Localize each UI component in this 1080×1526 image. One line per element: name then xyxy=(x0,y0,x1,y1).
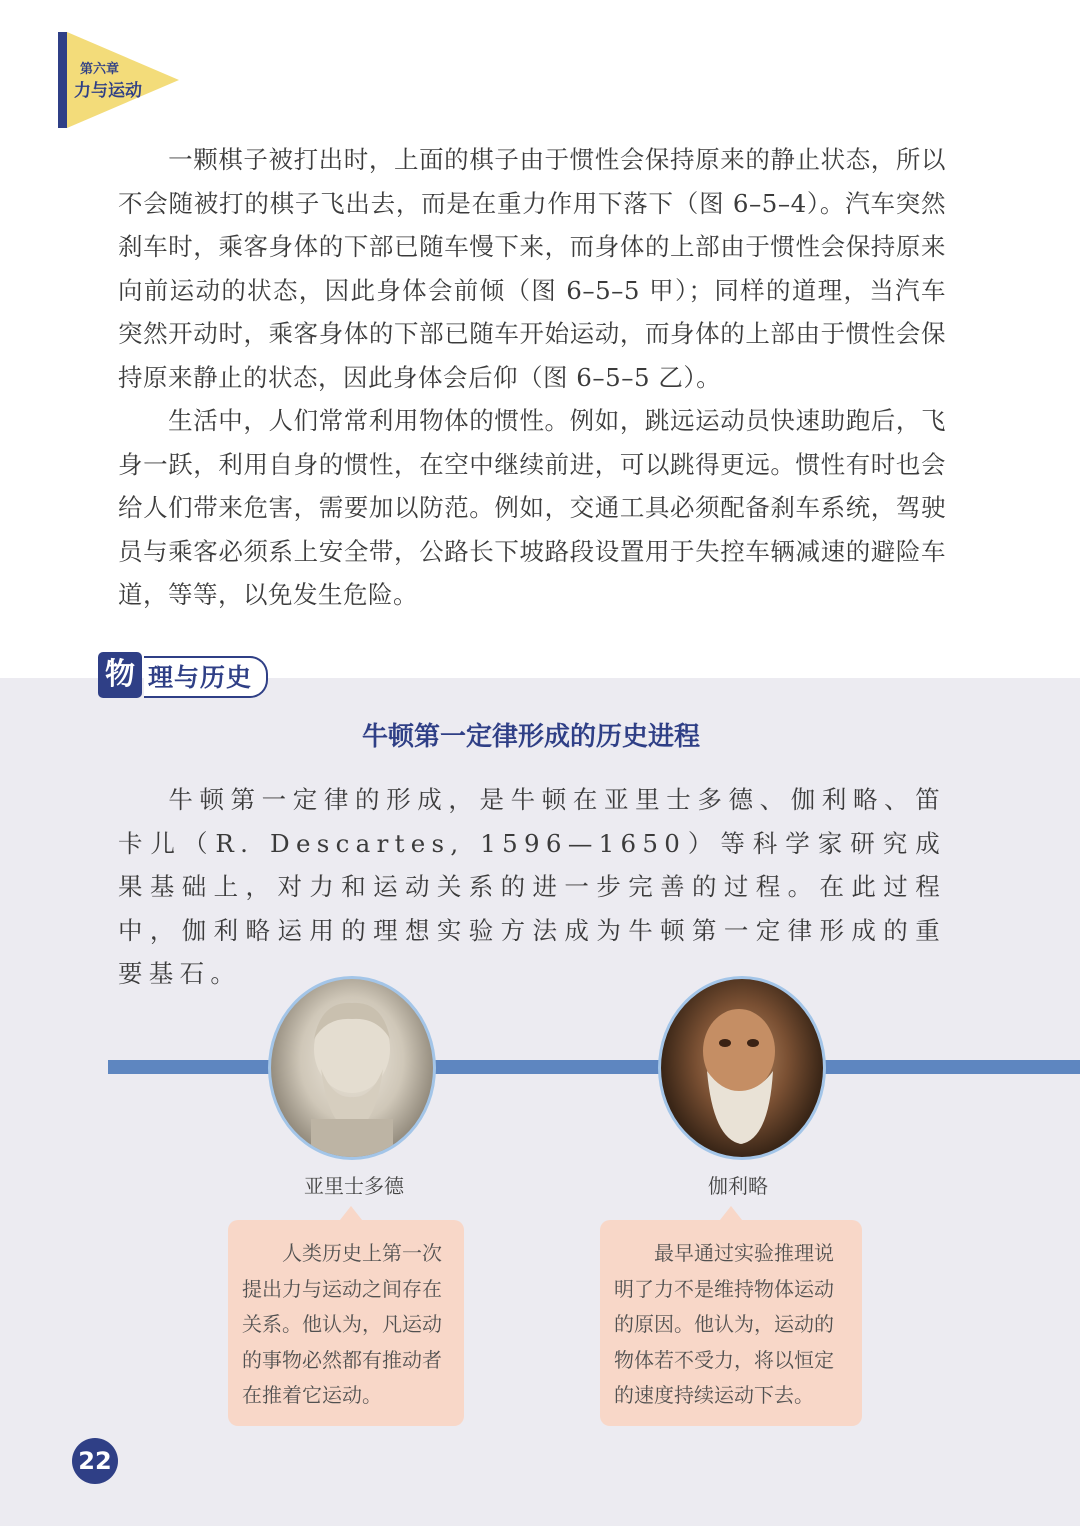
chapter-tab-bar xyxy=(58,32,67,128)
body-paragraph-1-text: 一颗棋子被打出时，上面的棋子由于惯性会保持原来的静止状态，所以不会随被打的棋子飞出去，而是在重力作用下落下（图 6–5–4）。汽车突然刹车时，乘客身体的下部已随车慢下来，而身体的上部由于惯性会保持原来向前运动的状态，因此身体会前倾（图 6–5–5 甲）；同样的道理，当汽车突然开动时，乘客身体的下部已随车开始运动，而身体的上部由于惯性会保持原来静止的状态，因此身体会后仰（图 6–5–5 乙）。 xyxy=(118,145,946,392)
timeline-start-notch xyxy=(100,1060,108,1074)
page-number: 22 xyxy=(72,1438,118,1484)
body-paragraph-2 xyxy=(118,399,946,617)
section-body xyxy=(118,778,946,996)
aristotle-name: 亚里士多德 xyxy=(304,1174,404,1198)
chapter-title: 力与运动 xyxy=(74,81,142,101)
galileo-painting-image xyxy=(661,979,823,1157)
body-paragraph-2-text: 生活中，人们常常利用物体的惯性。例如，跳远运动员快速助跑后，飞身一跃，利用自身的惯性，在空中继续前进，可以跳得更远。惯性有时也会给人们带来危害，需要加以防范。例如，交通工具必须配备刹车系统，驾驶员与乘客必须系上安全带，公路长下坡路段设置用于失控车辆减速的避险车道，等等，以免发生危险。 xyxy=(118,406,946,609)
section-body-text: 牛顿第一定律的形成，是牛顿在亚里士多德、伽利略、笛卡儿（R. Descartes, 1596—1650）等科学家研究成果基础上，对力和运动关系的进一步完善的过程。在此过程中，伽利略运用的理想实验方法成为牛顿第一定律形成的重要基石。 xyxy=(118,785,946,988)
chapter-tab xyxy=(58,32,183,128)
timeline-bar xyxy=(108,1060,1080,1074)
galileo-callout xyxy=(600,1220,862,1426)
section-title: 牛顿第一定律形成的历史进程 xyxy=(361,722,700,752)
galileo-callout-text: 最早通过实验推理说明了力不是维持物体运动的原因。他认为，运动的物体若不受力，将以恒定的速度持续运动下去。 xyxy=(614,1241,834,1407)
section-tag xyxy=(98,652,270,698)
body-paragraph-1 xyxy=(118,138,946,399)
galileo-portrait xyxy=(658,976,826,1160)
chapter-number: 第六章 xyxy=(80,62,120,77)
aristotle-callout-text: 人类历史上第一次提出力与运动之间存在关系。他认为，凡运动的事物必然都有推动者在推着它运动。 xyxy=(242,1241,442,1407)
galileo-name: 伽利略 xyxy=(708,1174,768,1198)
section-tag-first-char: 物 xyxy=(98,652,142,698)
aristotle-bust-image xyxy=(271,979,433,1157)
aristotle-callout xyxy=(228,1220,464,1426)
aristotle-portrait xyxy=(268,976,436,1160)
section-tag-label: 理与历史 xyxy=(148,663,253,692)
